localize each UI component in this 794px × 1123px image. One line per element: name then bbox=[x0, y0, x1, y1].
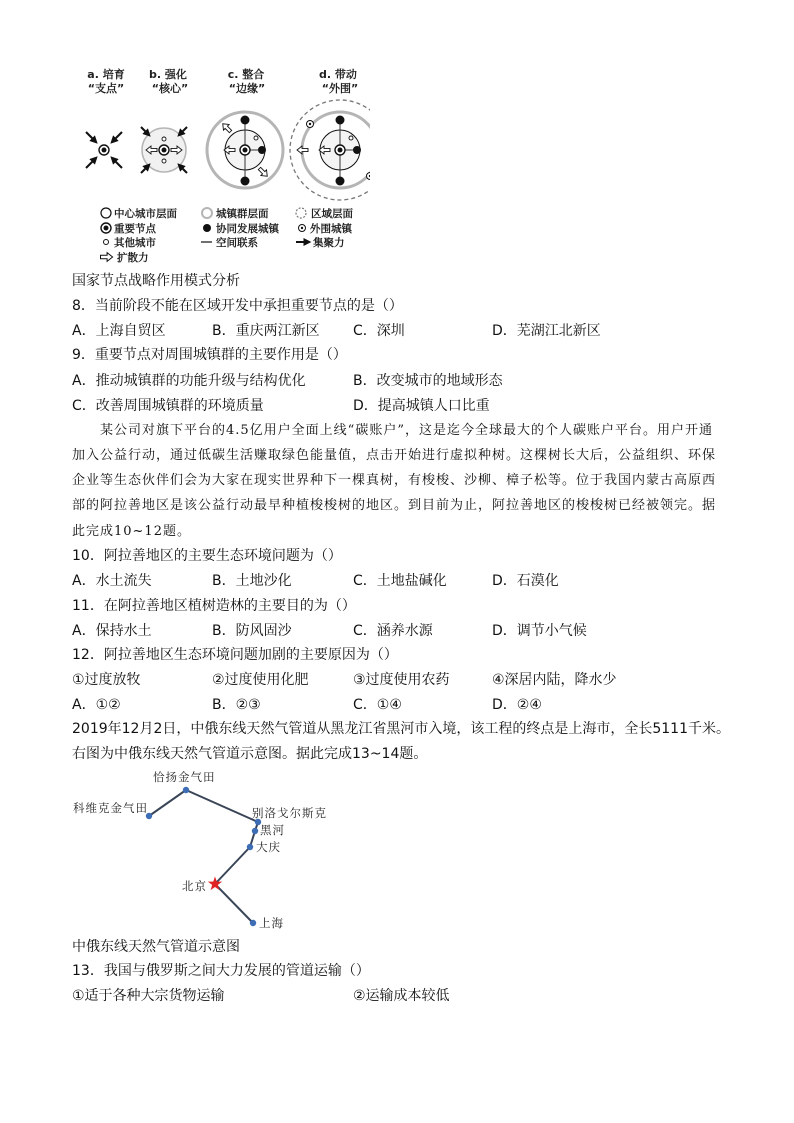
legend-key-node: 重要节点 bbox=[114, 223, 156, 235]
pipeline-intro-line: 2019年12月2日，中俄东线天然气管道从黑龙江省黑河市入境，该工程的终点是上海市，全长5111千米。 bbox=[72, 721, 730, 737]
stage-a-diagram bbox=[86, 132, 122, 168]
agglomeration-arrow bbox=[179, 127, 187, 135]
question-13-statement-2: ②运输成本较低 bbox=[353, 988, 450, 1004]
stage-c-subtitle: “边缘” bbox=[228, 82, 266, 95]
agglomeration-arrow bbox=[86, 158, 96, 168]
stage-c-diagram bbox=[207, 112, 283, 188]
key-node-marker bbox=[240, 145, 250, 155]
question-12-option-a: A．①② bbox=[72, 697, 121, 713]
stage-d-subtitle: “外围” bbox=[321, 82, 359, 95]
shanghai-marker bbox=[250, 920, 256, 926]
coordinated-town-marker bbox=[241, 177, 250, 186]
question-8-option-a: A．上海自贸区 bbox=[72, 323, 166, 339]
figure1-caption: 国家节点战略作用模式分析 bbox=[72, 273, 240, 289]
question-10-option-c: C．土地盐碱化 bbox=[353, 573, 447, 589]
chayanda-field-marker bbox=[183, 787, 189, 793]
region-legend-icon bbox=[296, 208, 306, 218]
pipeline-route-line bbox=[149, 790, 258, 923]
stage-b-label: b. 强化 bbox=[149, 68, 187, 81]
passage-line: 部的阿拉善地区是该公益行动最早种植梭梭树的地区。到目前为止，阿拉善地区的梭梭树已经被领完。据 bbox=[72, 498, 717, 513]
key-node-marker bbox=[159, 145, 169, 155]
question-11-option-b: B．防风固沙 bbox=[212, 623, 292, 639]
question-11-option-d: D．调节小气候 bbox=[492, 623, 587, 639]
diffusion-legend-icon bbox=[101, 253, 113, 262]
peripheral-town-legend-dot bbox=[301, 227, 303, 229]
legend-diffusion: 扩散力 bbox=[117, 252, 149, 264]
passage-line: 某公司对旗下平台的4.5亿用户全面上线“碳账户”，这是迄今全球最大的个人碳账户平台。用户开通 bbox=[100, 423, 713, 438]
figure2-caption: 中俄东线天然气管道示意图 bbox=[72, 939, 240, 955]
question-8-stem: 8．当前阶段不能在区域开发中承担重要节点的是（） bbox=[72, 298, 403, 314]
question-12-option-b: B．②③ bbox=[212, 697, 261, 713]
pipeline-map bbox=[70, 768, 350, 938]
question-9-option-d: D．提高城镇人口比重 bbox=[353, 398, 490, 414]
question-8-option-b: B．重庆两江新区 bbox=[212, 323, 320, 339]
heihe-marker bbox=[252, 828, 258, 834]
agglomeration-arrow bbox=[112, 158, 122, 168]
legend-other-city: 其他城市 bbox=[114, 237, 156, 249]
question-12-option-d: D．②④ bbox=[492, 697, 542, 713]
question-9-stem: 9．重要节点对周围城镇群的主要作用是（） bbox=[72, 347, 347, 363]
question-11-stem: 11．在阿拉善地区植树造林的主要目的为（） bbox=[72, 598, 356, 614]
stage-d-diagram bbox=[290, 100, 370, 200]
passage-line: 加入公益行动，通过低碳生活赚取绿色能量值，点击开始进行虚拟种树。这棵树长大后，公益组织、环保 bbox=[72, 448, 717, 463]
question-12-stem: 12．阿拉善地区生态环境问题加剧的主要原因为（） bbox=[72, 647, 398, 663]
central-city-legend-icon bbox=[101, 208, 111, 218]
legend-central-city: 中心城市层面 bbox=[114, 208, 177, 220]
belogorsk-label: 别洛戈尔斯克 bbox=[252, 806, 327, 820]
agglomeration-arrow bbox=[179, 165, 187, 173]
legend-peripheral-town: 外围城镇 bbox=[310, 223, 352, 235]
chayanda-field-label: 恰扬金气田 bbox=[153, 770, 216, 784]
legend-coordinated-town: 协同发展城镇 bbox=[216, 223, 279, 235]
legend-region: 区域层面 bbox=[311, 208, 353, 220]
question-9-option-b: B．改变城市的地域形态 bbox=[353, 373, 503, 389]
other-city-marker bbox=[162, 137, 166, 141]
stage-a-label: a. 培育 bbox=[87, 68, 125, 81]
question-10-option-d: D．石漠化 bbox=[492, 573, 559, 589]
coordinated-town-marker bbox=[336, 116, 345, 125]
coordinated-town-marker bbox=[336, 177, 345, 186]
legend-agglomeration: 集聚力 bbox=[313, 237, 345, 249]
coordinated-town-marker bbox=[241, 116, 250, 125]
diffusion-arrow bbox=[220, 121, 233, 134]
question-9-option-a: A．推动城镇群的功能升级与结构优化 bbox=[72, 373, 306, 389]
passage-line: 企业等生态伙伴们会为大家在现实世界种下一棵真树，有梭梭、沙柳、樟子松等。位于我国内蒙古高原西 bbox=[72, 473, 717, 488]
pipeline-intro-line: 右图为中俄东线天然气管道示意图。据此完成13~14题。 bbox=[72, 746, 428, 762]
question-13-stem: 13．我国与俄罗斯之间大力发展的管道运输（） bbox=[72, 963, 370, 979]
daqing-marker bbox=[247, 844, 253, 850]
question-11-option-a: A．保持水土 bbox=[72, 623, 152, 639]
key-node-marker bbox=[335, 145, 345, 155]
agglomeration-arrow bbox=[141, 127, 149, 135]
question-8-option-d: D．芜湖江北新区 bbox=[492, 323, 601, 339]
stage-a-subtitle: “支点” bbox=[87, 82, 125, 95]
coordinated-town-marker bbox=[258, 146, 266, 154]
agglomeration-arrow bbox=[112, 132, 122, 142]
question-8-option-c: C．深圳 bbox=[353, 323, 405, 339]
question-13-statement-1: ①适于各种大宗货物运输 bbox=[72, 988, 225, 1004]
heihe-label: 黑河 bbox=[260, 823, 285, 837]
question-10-option-b: B．土地沙化 bbox=[212, 573, 292, 589]
stage-d-label: d. 带动 bbox=[319, 68, 357, 81]
stage-c-label: c. 整合 bbox=[227, 68, 265, 81]
coordinated-town-legend-icon bbox=[203, 224, 211, 232]
coordinated-town-marker bbox=[353, 146, 361, 154]
beijing-label: 北京 bbox=[182, 879, 207, 893]
shanghai-label: 上海 bbox=[259, 916, 284, 930]
question-12-statement-1: ①过度放牧 bbox=[72, 672, 141, 688]
other-city-marker bbox=[349, 136, 353, 140]
question-10-stem: 10．阿拉善地区的主要生态环境问题为（） bbox=[72, 548, 342, 564]
question-12-statement-3: ③过度使用农药 bbox=[353, 672, 450, 688]
diffusion-arrow bbox=[257, 166, 270, 179]
legend-town-cluster: 城镇群层面 bbox=[216, 208, 269, 220]
stage-b-subtitle: “核心” bbox=[151, 82, 189, 95]
peripheral-town-dot bbox=[309, 123, 311, 125]
other-city-marker bbox=[162, 159, 166, 163]
question-11-option-c: C．涵养水源 bbox=[353, 623, 433, 639]
town-cluster-legend-icon bbox=[202, 208, 212, 218]
other-city-marker bbox=[254, 136, 258, 140]
passage-line: 此完成10~12题。 bbox=[72, 524, 191, 539]
legend-spatial-link: 空间联系 bbox=[216, 237, 258, 249]
daqing-label: 大庆 bbox=[256, 840, 281, 854]
key-node-marker bbox=[99, 145, 109, 155]
node-strategy-figure bbox=[70, 60, 370, 270]
question-9-option-c: C．改善周围城镇群的环境质量 bbox=[72, 398, 264, 414]
figure1-legend bbox=[101, 207, 354, 264]
question-12-statement-2: ②过度使用化肥 bbox=[212, 672, 309, 688]
stage-b-diagram bbox=[141, 127, 187, 173]
question-12-statement-4: ④深居内陆，降水少 bbox=[492, 672, 617, 688]
agglomeration-arrow bbox=[86, 132, 96, 142]
question-10-option-a: A．水土流失 bbox=[72, 573, 152, 589]
question-12-option-c: C．①④ bbox=[353, 697, 402, 713]
key-node-legend-icon bbox=[101, 223, 111, 233]
other-city-legend-icon bbox=[104, 240, 109, 245]
kovykta-field-label: 科维克金气田 bbox=[73, 801, 148, 815]
agglomeration-arrow bbox=[141, 165, 149, 173]
